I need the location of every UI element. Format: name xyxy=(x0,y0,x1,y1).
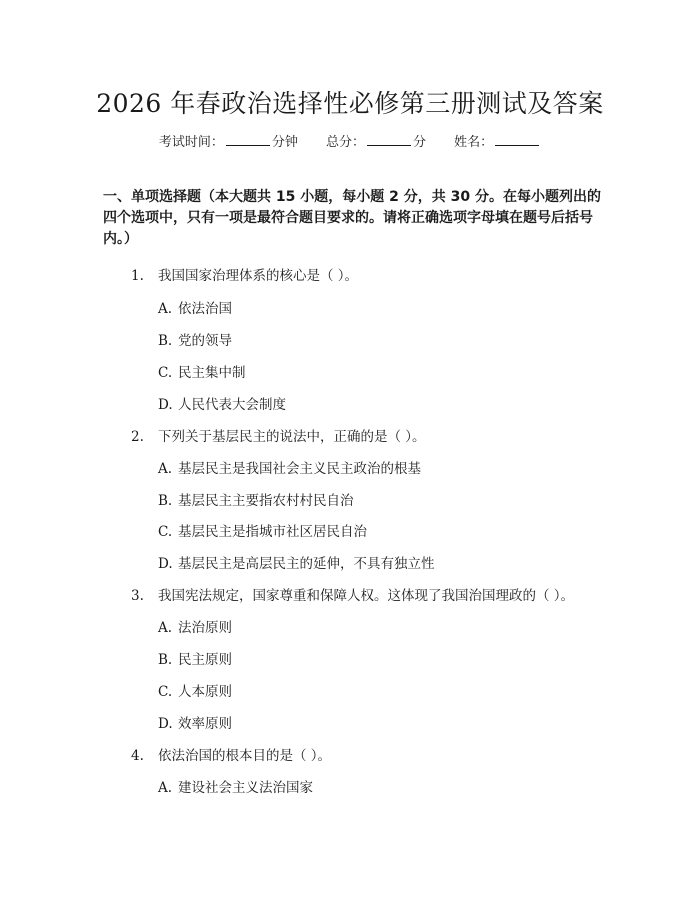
total-score-label: 总分： xyxy=(325,135,365,150)
question-1-option-b xyxy=(158,329,232,349)
option-text: 基层民主主要指农村村民自治 xyxy=(178,493,354,509)
option-letter: A. xyxy=(158,461,173,477)
question-text: 我国国家治理体系的核心是（ ）。 xyxy=(158,268,359,284)
option-text: 人民代表大会制度 xyxy=(178,397,286,413)
question-3-option-c xyxy=(158,680,232,700)
option-letter: D. xyxy=(158,716,173,732)
exam-info-line xyxy=(0,131,700,150)
question-2-option-d xyxy=(158,552,435,572)
option-letter: B. xyxy=(158,652,173,668)
question-1-option-d xyxy=(158,393,286,413)
total-score-unit: 分 xyxy=(413,135,427,150)
option-letter: A. xyxy=(158,780,173,796)
option-text: 基层民主是高层民主的延伸，不具有独立性 xyxy=(178,556,435,572)
question-3-option-d xyxy=(158,712,232,732)
question-text: 依法治国的根本目的是（ ）。 xyxy=(158,748,332,764)
question-number: 1. xyxy=(131,268,144,284)
option-letter: B. xyxy=(158,493,173,509)
question-2-option-a xyxy=(158,457,421,477)
option-letter: D. xyxy=(158,556,173,572)
question-2-option-c xyxy=(158,520,367,540)
option-letter: C. xyxy=(158,524,173,540)
question-number: 2. xyxy=(131,429,144,445)
option-text: 基层民主是我国社会主义民主政治的根基 xyxy=(178,461,421,477)
option-text: 人本原则 xyxy=(178,684,232,700)
question-2-option-b xyxy=(158,489,354,509)
option-text: 党的领导 xyxy=(178,333,232,349)
question-4 xyxy=(131,744,331,764)
question-1 xyxy=(131,264,358,284)
option-letter: A. xyxy=(158,301,173,317)
total-score-field xyxy=(326,131,426,150)
exam-time-blank xyxy=(226,133,270,146)
exam-time-field xyxy=(159,131,298,150)
question-3-option-b xyxy=(158,648,232,668)
option-letter: A. xyxy=(158,620,173,636)
question-1-option-a xyxy=(158,297,232,317)
question-2 xyxy=(131,425,426,445)
option-text: 效率原则 xyxy=(178,716,232,732)
student-name-label: 姓名： xyxy=(454,135,494,150)
question-text: 下列关于基层民主的说法中，正确的是（ ）。 xyxy=(158,429,426,445)
option-text: 建设社会主义法治国家 xyxy=(178,780,313,796)
option-letter: D. xyxy=(158,397,173,413)
option-letter: C. xyxy=(158,365,173,381)
student-name-field xyxy=(454,131,541,150)
question-3 xyxy=(131,584,574,604)
option-letter: C. xyxy=(158,684,173,700)
question-number: 4. xyxy=(131,748,144,764)
option-text: 民主集中制 xyxy=(178,365,246,381)
exam-time-label: 考试时间： xyxy=(158,135,224,150)
student-name-blank xyxy=(495,133,539,146)
option-text: 基层民主是指城市社区居民自治 xyxy=(178,524,367,540)
document-title: 2026 年春政治选择性必修第三册测试及答案 xyxy=(96,89,604,118)
option-letter: B. xyxy=(158,333,173,349)
question-1-option-c xyxy=(158,361,246,381)
option-text: 依法治国 xyxy=(178,301,232,317)
total-score-blank xyxy=(367,133,411,146)
exam-time-unit: 分钟 xyxy=(271,135,298,150)
option-text: 法治原则 xyxy=(178,620,232,636)
question-text: 我国宪法规定，国家尊重和保障人权。这体现了我国治国理政的（ ）。 xyxy=(158,588,575,604)
question-4-option-a xyxy=(158,776,313,796)
option-text: 民主原则 xyxy=(178,652,232,668)
question-3-option-a xyxy=(158,616,232,636)
question-number: 3. xyxy=(131,588,144,604)
section-one-heading: 一、单项选择题（本大题共 15 小题，每小题 2 分，共 30 分。在每小题列出的四个选项中，只有一项是最符合题目要求的。请将正确选项字母填在题号后括号内。） xyxy=(103,189,601,247)
